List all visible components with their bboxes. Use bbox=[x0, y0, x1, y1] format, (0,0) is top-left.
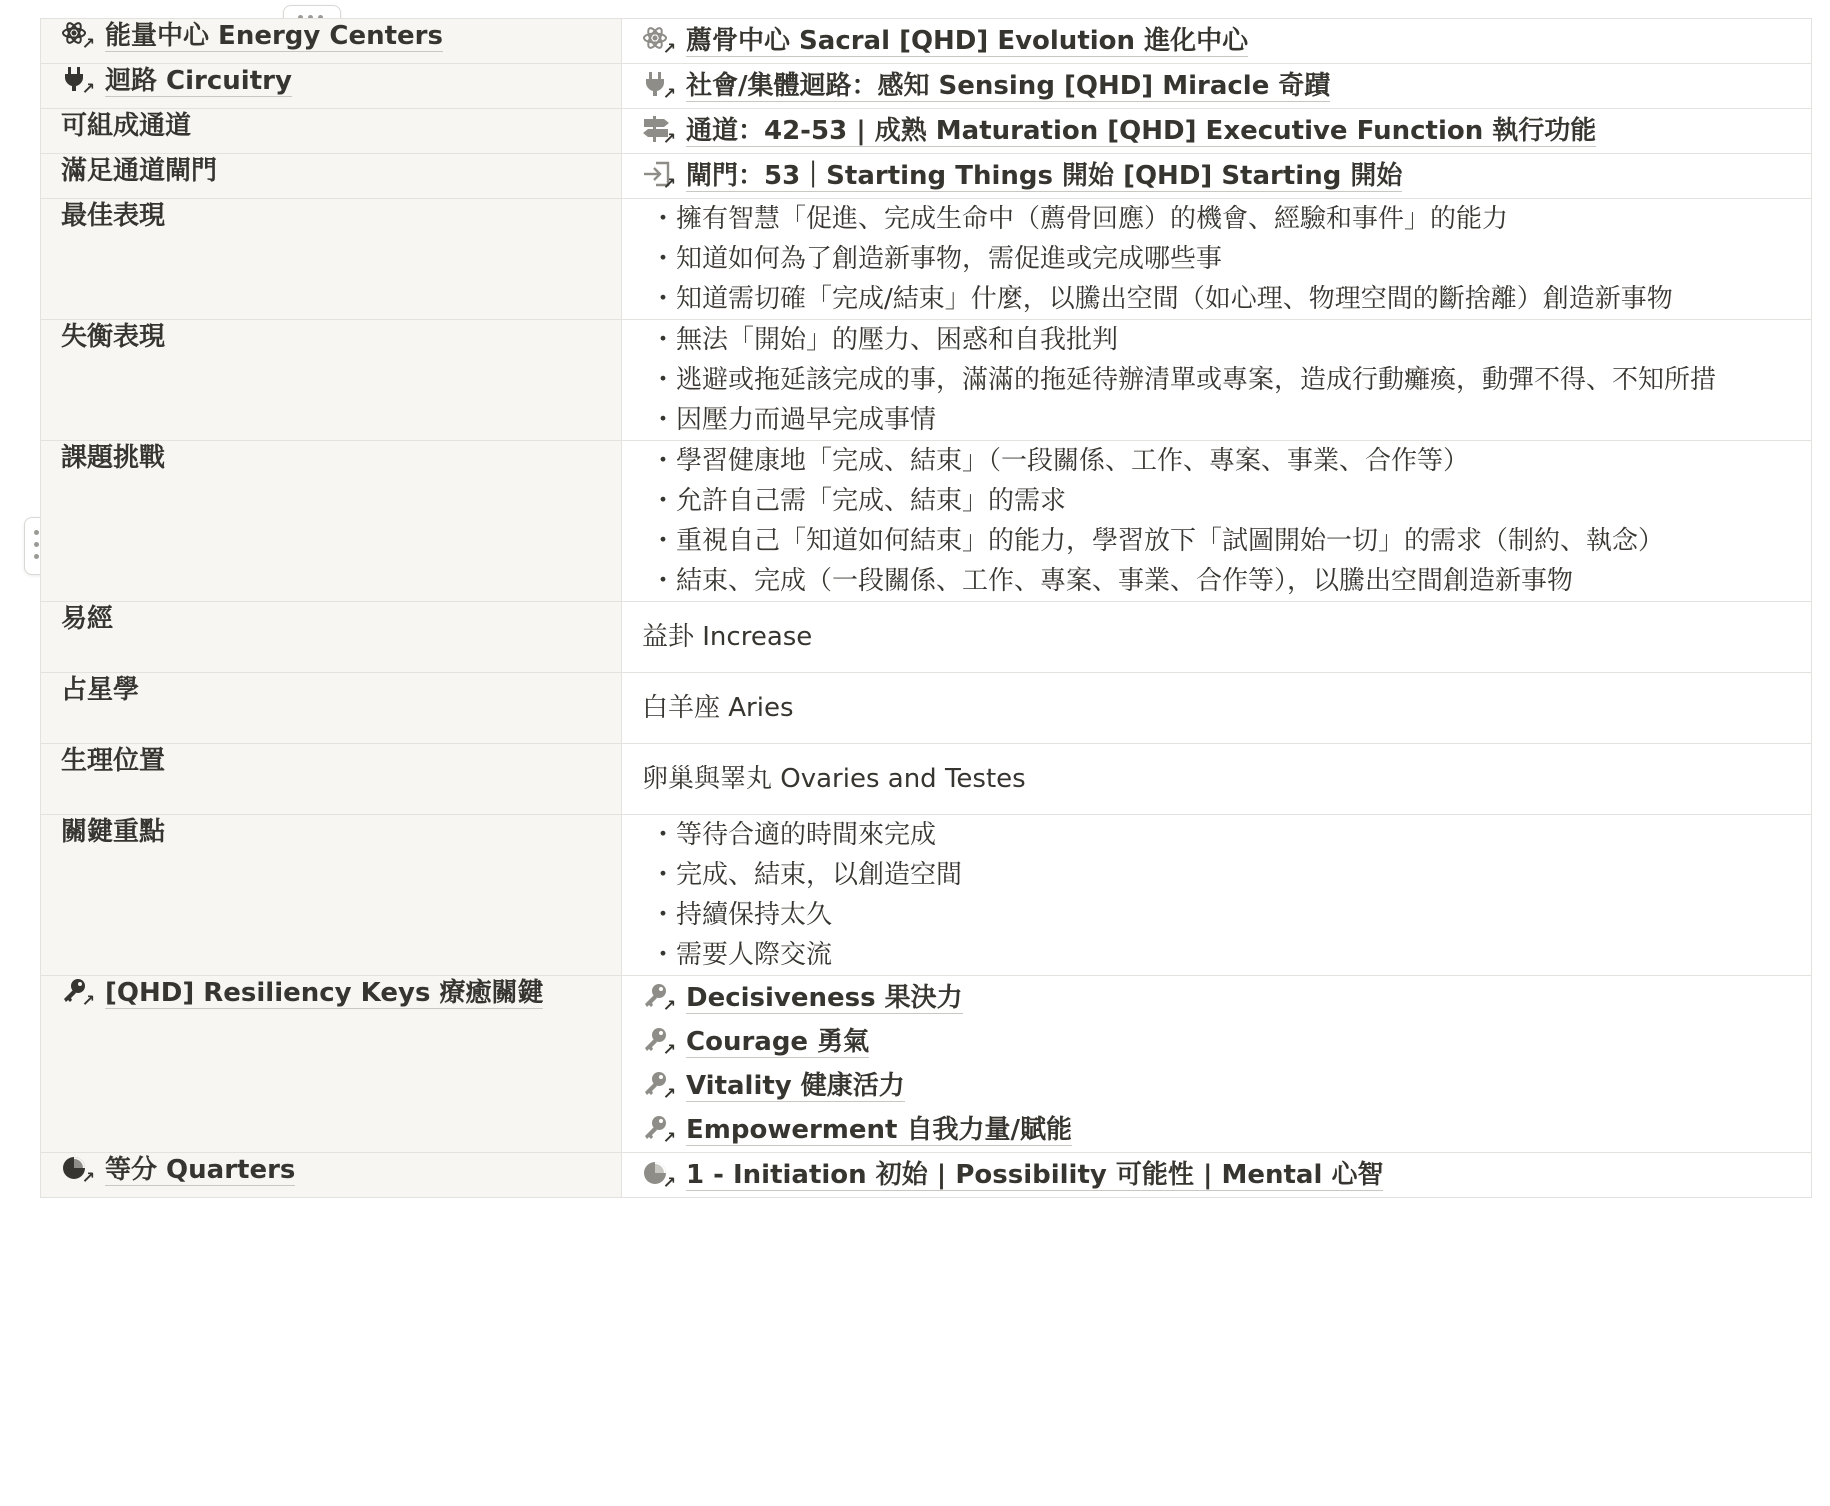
list-item: ・ 學習健康地「完成、結束」（一段關係、工作、專案、事業、合作等） bbox=[642, 441, 1791, 481]
table-row bbox=[41, 109, 1812, 154]
property-key-cell bbox=[41, 744, 622, 815]
key-icon: ↗ bbox=[642, 982, 676, 1012]
property-key-label: 滿足通道閘門 bbox=[61, 156, 218, 186]
property-key-label: 課題挑戰 bbox=[61, 443, 166, 473]
bullet-list bbox=[642, 815, 1791, 975]
list-item: ・ 等待合適的時間來完成 bbox=[642, 815, 1791, 855]
list-item: ・ 因壓力而過早完成事情 bbox=[642, 400, 1791, 440]
property-value-text: 白羊座 Aries bbox=[642, 693, 794, 723]
property-key-cell bbox=[41, 109, 622, 154]
table-row bbox=[41, 976, 1812, 1153]
list-item: ・ 持續保持太久 bbox=[642, 895, 1791, 935]
table-row bbox=[41, 199, 1812, 320]
list-item: ・ 無法「開始」的壓力、困惑和自我批判 bbox=[642, 320, 1791, 360]
property-value-text: 益卦 Increase bbox=[642, 622, 813, 652]
property-value-cell bbox=[622, 602, 1812, 673]
pie-chart-icon: ↗ bbox=[61, 1154, 95, 1184]
pie-chart-icon: ↗ bbox=[642, 1159, 676, 1189]
property-key-cell bbox=[41, 64, 622, 109]
key-icon: ↗ bbox=[642, 1026, 676, 1056]
table-row bbox=[41, 602, 1812, 673]
sensing-circuit-link[interactable]: 社會/集體迴路：感知 Sensing [QHD] Miracle 奇蹟 bbox=[686, 71, 1331, 101]
property-key-label: 最佳表現 bbox=[61, 201, 166, 231]
property-value-cell bbox=[622, 154, 1812, 199]
property-key-cell bbox=[41, 815, 622, 976]
resiliency-key-link[interactable]: Empowerment 自我力量/賦能 bbox=[686, 1115, 1073, 1145]
property-key-label: 易經 bbox=[61, 604, 114, 634]
table-row bbox=[41, 1153, 1812, 1198]
property-value-cell bbox=[622, 815, 1812, 976]
plug-icon: ↗ bbox=[642, 70, 676, 100]
property-key-cell bbox=[41, 19, 622, 64]
property-key-label: 失衡表現 bbox=[61, 322, 166, 352]
list-item: ・ 知道如何為了創造新事物，需促進或完成哪些事 bbox=[642, 239, 1791, 279]
property-key-cell bbox=[41, 1153, 622, 1198]
signpost-icon: ↗ bbox=[642, 115, 676, 145]
table-row bbox=[41, 154, 1812, 199]
list-item: ・ 重視自己「知道如何結束」的能力，學習放下「試圖開始一切」的需求（制約、執念） bbox=[642, 521, 1791, 561]
table-row bbox=[41, 673, 1812, 744]
property-value-cell bbox=[622, 109, 1812, 154]
list-item: ・ 允許自己需「完成、結束」的需求 bbox=[642, 481, 1791, 521]
list-item: ・ 擁有智慧「促進、完成生命中（薦骨回應）的機會、經驗和事件」的能力 bbox=[642, 199, 1791, 239]
table-row bbox=[41, 19, 1812, 64]
atom-icon: ↗ bbox=[642, 25, 676, 55]
property-key-cell bbox=[41, 441, 622, 602]
property-value-cell bbox=[622, 744, 1812, 815]
table-row bbox=[41, 744, 1812, 815]
property-value-cell bbox=[622, 199, 1812, 320]
properties-table-wrapper bbox=[40, 18, 1812, 1198]
bullet-list bbox=[642, 441, 1791, 601]
properties-table bbox=[40, 18, 1812, 1198]
property-key-cell bbox=[41, 673, 622, 744]
key-icon: ↗ bbox=[642, 1114, 676, 1144]
property-key-cell bbox=[41, 320, 622, 441]
key-icon: ↗ bbox=[61, 977, 95, 1007]
property-value-text: 卵巢與睪丸 Ovaries and Testes bbox=[642, 764, 1026, 794]
circuitry-link[interactable]: 迴路 Circuitry bbox=[105, 66, 292, 96]
quarter-initiation-link[interactable]: 1 - Initiation 初始 | Possibility 可能性 | Mental 心智 bbox=[686, 1160, 1384, 1190]
bullet-list bbox=[642, 320, 1791, 440]
table-row bbox=[41, 320, 1812, 441]
list-item: ・ 結束、完成（一段關係、工作、專案、事業、合作等），以騰出空間創造新事物 bbox=[642, 561, 1791, 601]
energy-centers-link[interactable]: 能量中心 Energy Centers bbox=[105, 21, 443, 51]
property-key-label: 關鍵重點 bbox=[61, 817, 166, 847]
atom-icon: ↗ bbox=[61, 20, 95, 50]
list-item: ・ 逃避或拖延該完成的事，滿滿的拖延待辦清單或專案，造成行動癱瘓，動彈不得、不知所措 bbox=[642, 360, 1791, 400]
resiliency-key-link[interactable]: Courage 勇氣 bbox=[686, 1027, 870, 1057]
table-row bbox=[41, 64, 1812, 109]
property-value-cell bbox=[622, 19, 1812, 64]
key-icon: ↗ bbox=[642, 1070, 676, 1100]
property-value-cell bbox=[622, 673, 1812, 744]
gate-53-link[interactable]: 閘門：53｜Starting Things 開始 [QHD] Starting 開始 bbox=[686, 161, 1403, 191]
property-value-cell bbox=[622, 320, 1812, 441]
channel-42-53-link[interactable]: 通道：42-53 | 成熟 Maturation [QHD] Executive Function 執行功能 bbox=[686, 116, 1597, 146]
table-row bbox=[41, 815, 1812, 976]
quarters-link[interactable]: 等分 Quarters bbox=[105, 1155, 296, 1185]
bullet-list bbox=[642, 199, 1791, 319]
list-item: ・ 需要人際交流 bbox=[642, 935, 1791, 975]
property-key-cell bbox=[41, 154, 622, 199]
property-key-label: 可組成通道 bbox=[61, 111, 192, 141]
plug-icon: ↗ bbox=[61, 65, 95, 95]
list-item: ・ 完成、結束，以創造空間 bbox=[642, 855, 1791, 895]
property-value-cell bbox=[622, 1153, 1812, 1198]
property-key-label: 占星學 bbox=[61, 675, 140, 705]
property-value-cell bbox=[622, 976, 1812, 1153]
property-key-label: 生理位置 bbox=[61, 746, 166, 776]
resiliency-key-link[interactable]: Vitality 健康活力 bbox=[686, 1071, 905, 1101]
property-value-cell bbox=[622, 441, 1812, 602]
door-enter-icon: ↗ bbox=[642, 160, 676, 190]
table-row bbox=[41, 441, 1812, 602]
property-key-cell bbox=[41, 976, 622, 1153]
sacral-center-link[interactable]: 薦骨中心 Sacral [QHD] Evolution 進化中心 bbox=[686, 26, 1249, 56]
resiliency-key-link[interactable]: Decisiveness 果決力 bbox=[686, 983, 963, 1013]
list-item: ・ 知道需切確「完成/結束」什麼，以騰出空間（如心理、物理空間的斷捨離）創造新事物 bbox=[642, 279, 1791, 319]
property-key-cell bbox=[41, 199, 622, 320]
resiliency-keys-link[interactable]: [QHD] Resiliency Keys 療癒關鍵 bbox=[105, 978, 544, 1008]
property-key-cell bbox=[41, 602, 622, 673]
property-value-cell bbox=[622, 64, 1812, 109]
